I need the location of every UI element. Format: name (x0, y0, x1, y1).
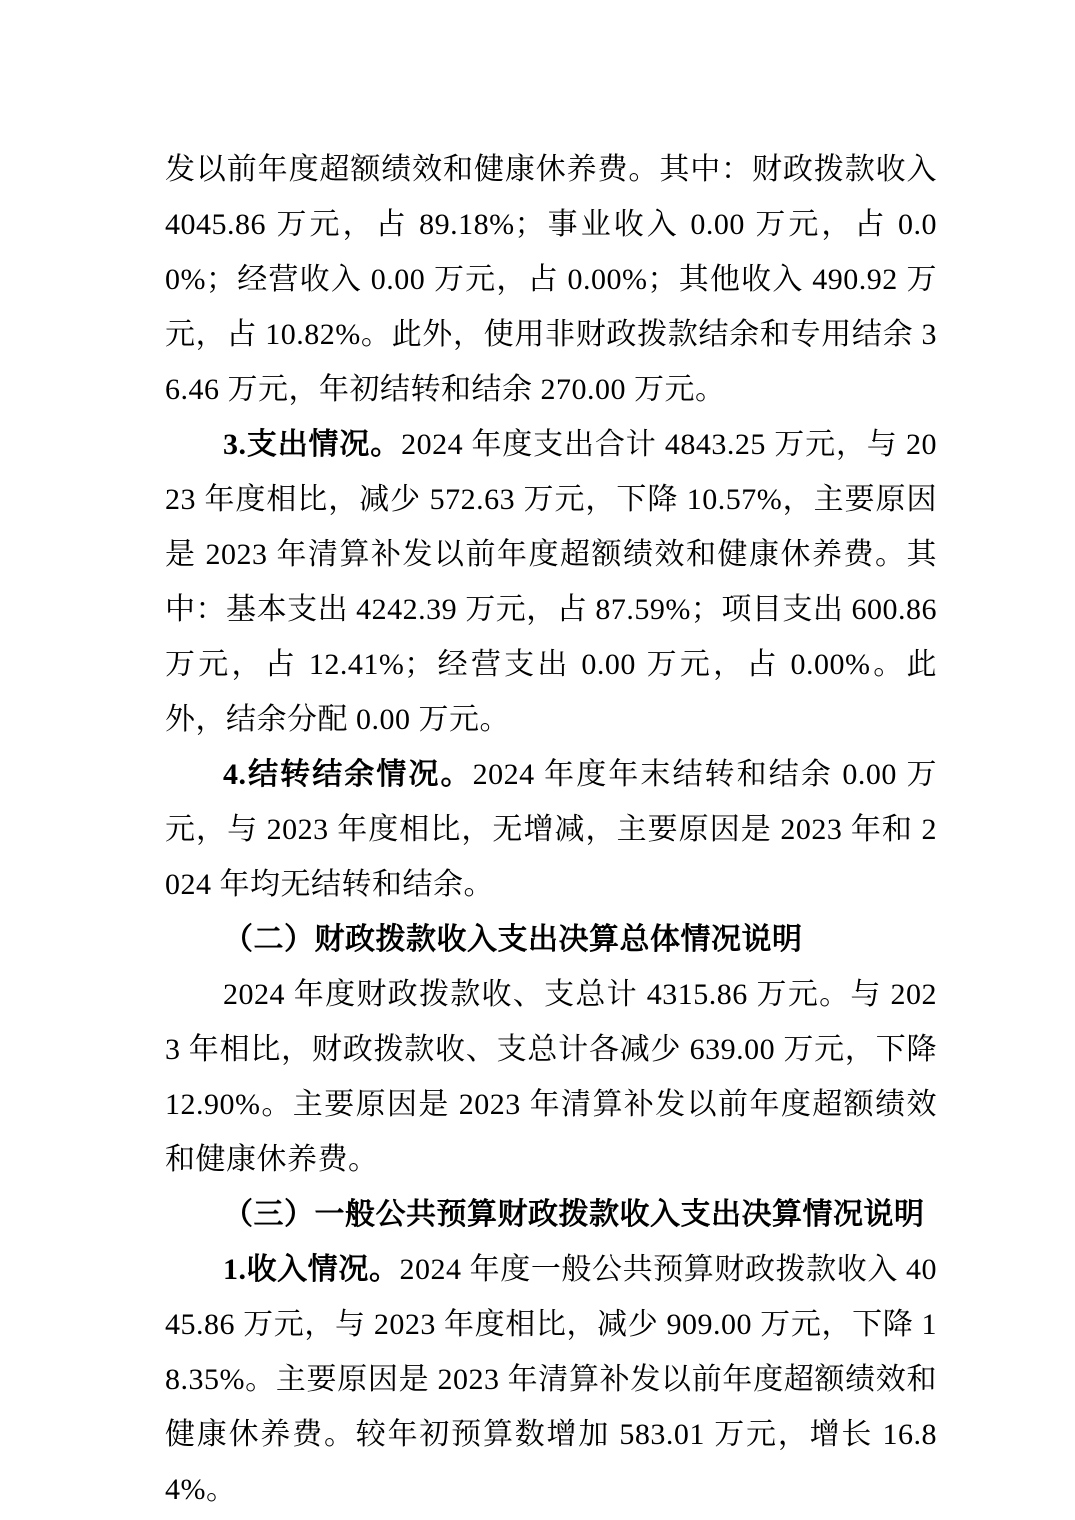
heading-section-two (165, 912, 937, 967)
paragraph-text: 2024 年度财政拨款收、支总计 4315.86 万元。与 2023 年相比，财政拨款收、支总计各减少 639.00 万元，下降 12.90%。主要原因是 2023 年清算补发以前年度超额绩效和健康休养费。 (165, 978, 937, 1176)
heading-text: （二）财政拨款收入支出决算总体情况说明 (223, 923, 803, 956)
paragraph-fiscal-appropriation-total (165, 967, 937, 1187)
paragraph-text: 2024 年度一般公共预算财政拨款收入 4045.86 万元，与 2023 年度相比，减少 909.00 万元，下降 18.35%。主要原因是 2023 年清算补发以前年度超额绩效和健康休养费。较年初预算数增加 583.01 万元，增长 16.84%。 (165, 1253, 938, 1506)
document-content (165, 142, 937, 1517)
paragraph-income-detail-continuation (165, 142, 937, 417)
paragraph-text: 发以前年度超额绩效和健康休养费。其中：财政拨款收入 4045.86 万元，占 89.18%；事业收入 0.00 万元，占 0.00%；经营收入 0.00 万元，占 0.00%；其他收入 490.92 万元，占 10.82%。此外，使用非财政拨款结余和专用结余 36.46 万元，年初结转和结余 270.00 万元。 (165, 153, 937, 406)
heading-text: （三）一般公共预算财政拨款收入支出决算情况说明 (223, 1198, 925, 1231)
paragraph-lead-bold-label: 4.结转结余情况。 (223, 758, 473, 791)
paragraph-expenditure-overview (165, 417, 937, 747)
heading-section-three (165, 1187, 937, 1242)
paragraph-text: 2024 年度年末结转和结余 0.00 万元，与 2023 年度相比，无增减，主要原因是 2023 年和 2024 年均无结转和结余。 (165, 758, 938, 901)
paragraph-carryover-balance (165, 747, 937, 912)
paragraph-lead-bold-label: 1.收入情况。 (223, 1253, 400, 1286)
paragraph-text: 2024 年度支出合计 4843.25 万元，与 2023 年度相比，减少 572.63 万元，下降 10.57%，主要原因是 2023 年清算补发以前年度超额绩效和健康休养费。其中：基本支出 4242.39 万元，占 87.59%；项目支出 600.86 万元，占 12.41%；经营支出 0.00 万元，占 0.00%。此外，结余分配 0.00 万元。 (165, 428, 938, 736)
paragraph-general-budget-income (165, 1242, 937, 1517)
paragraph-lead-bold-label: 3.支出情况。 (223, 428, 402, 461)
